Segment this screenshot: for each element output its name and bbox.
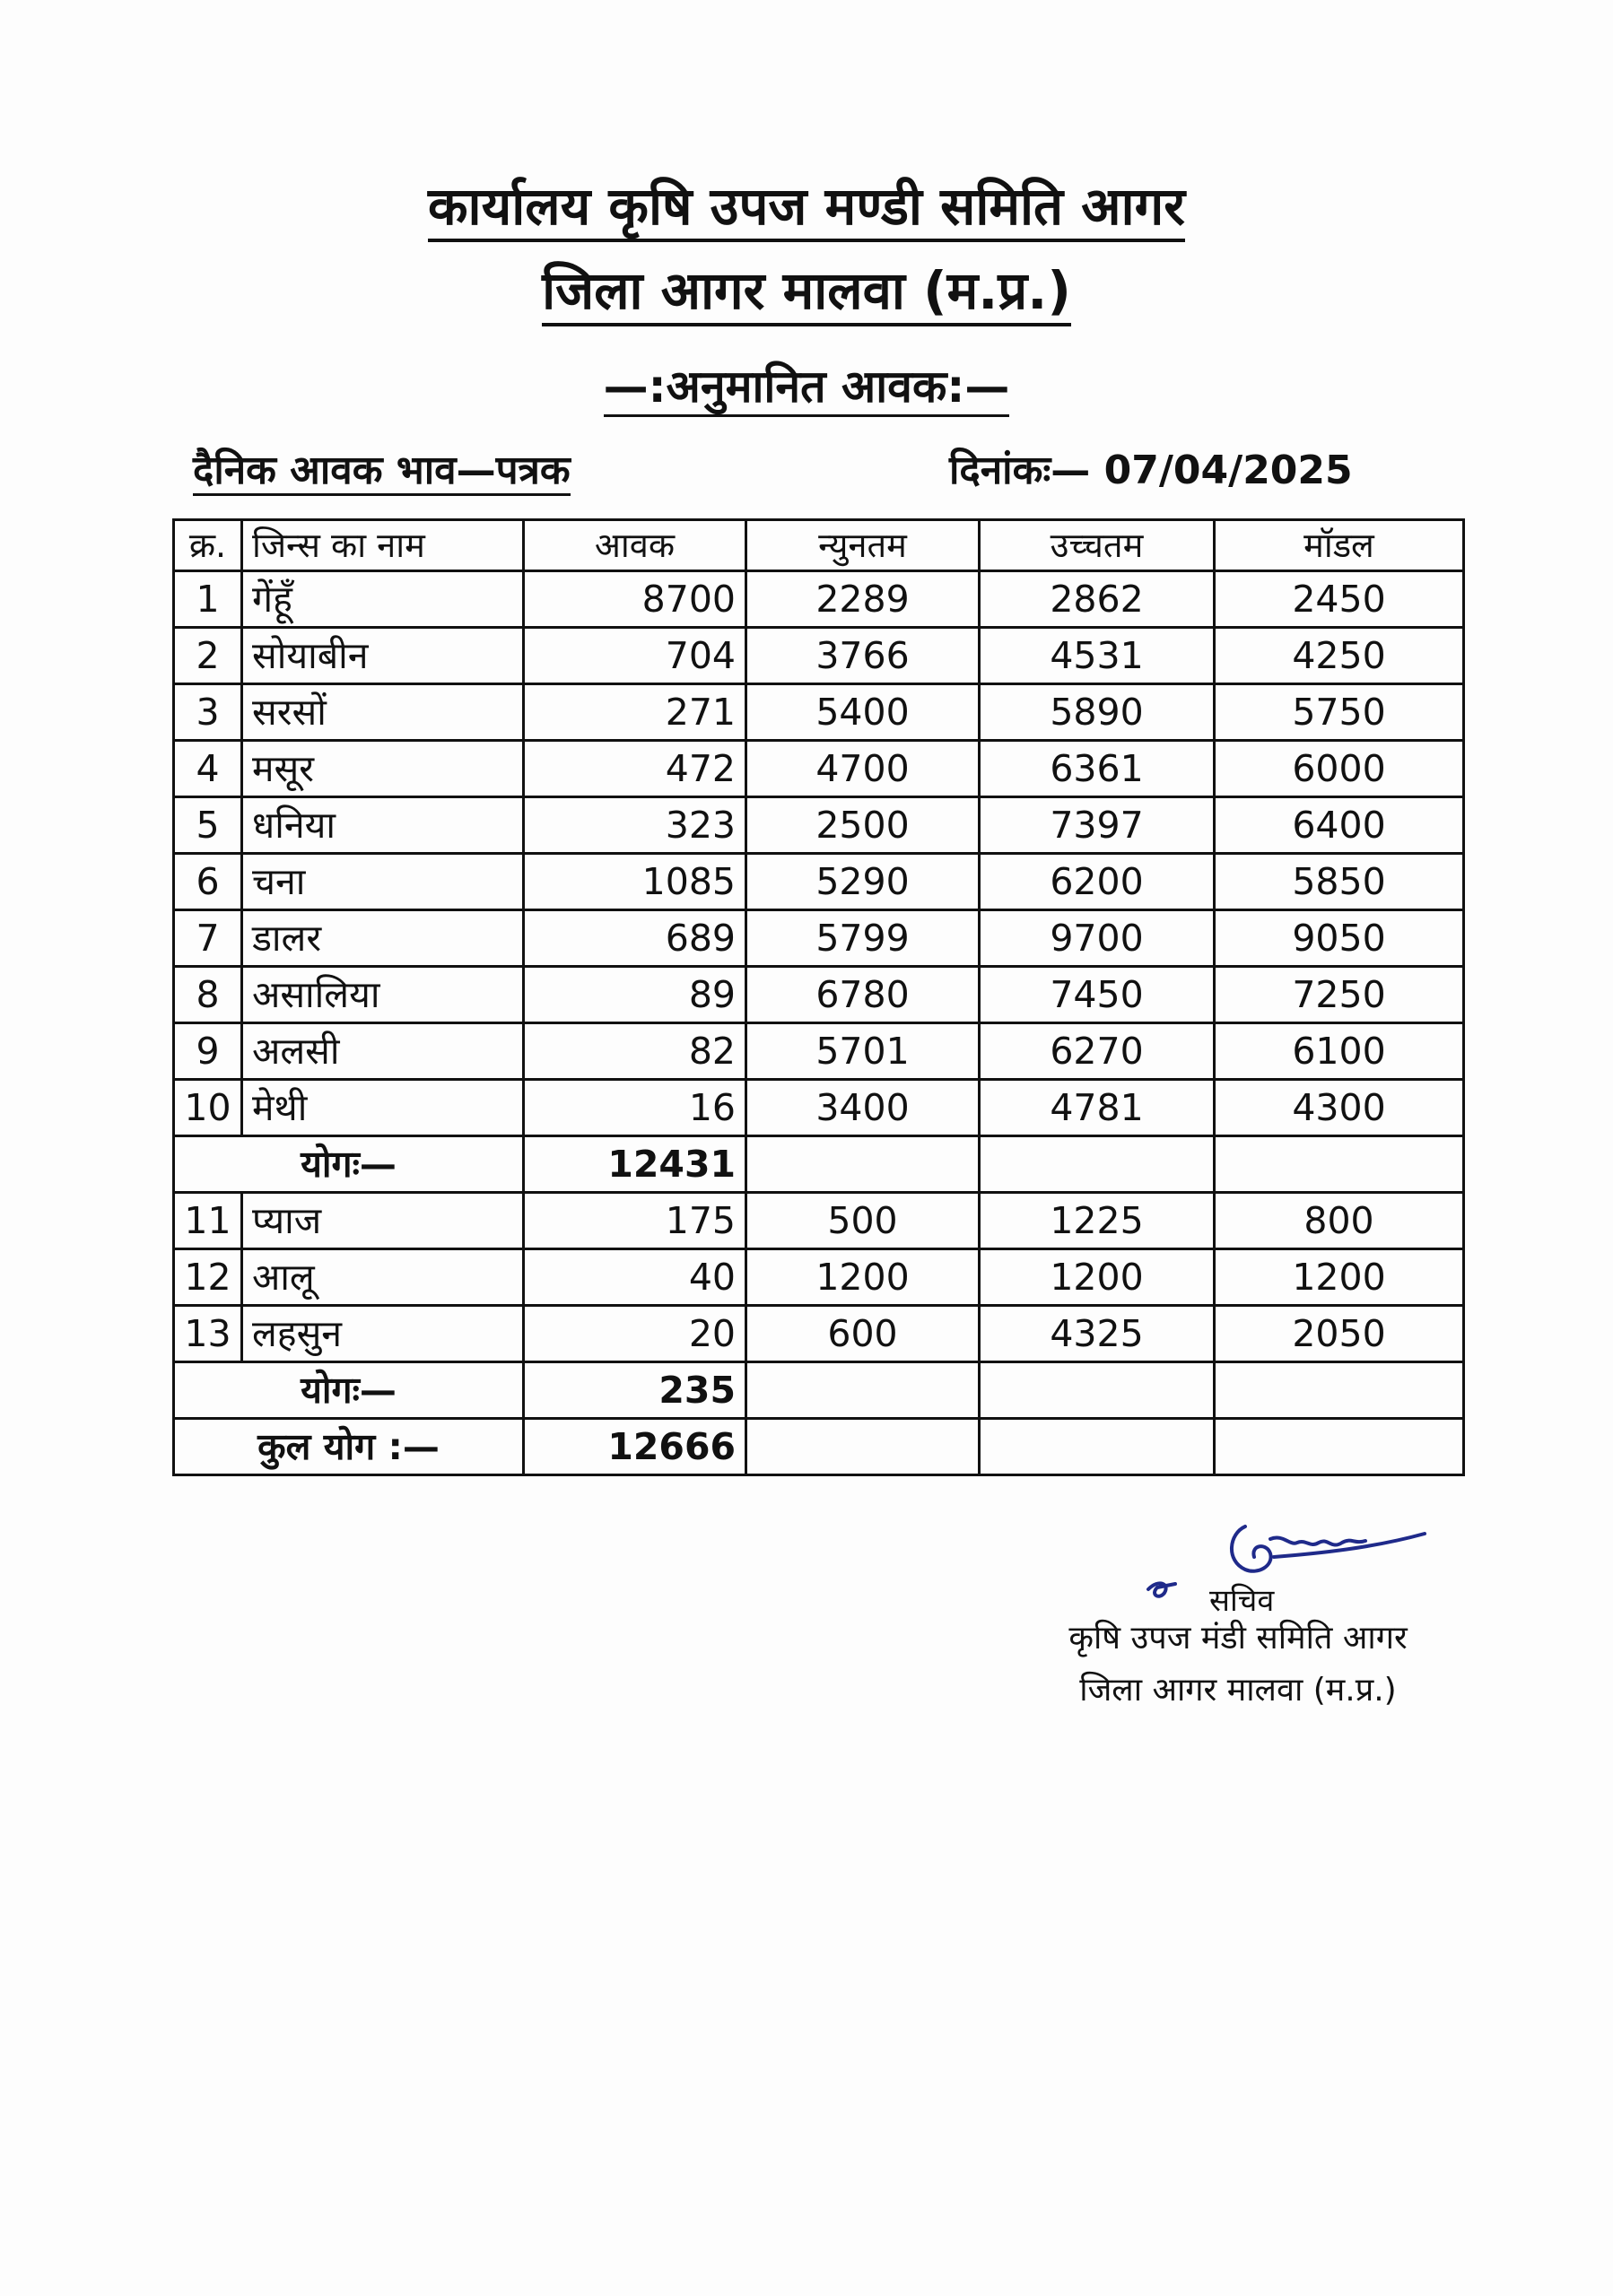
row-max-price: 7450 — [980, 967, 1215, 1023]
row-arrival: 323 — [524, 797, 746, 854]
table-row — [174, 1023, 1464, 1080]
table-row — [174, 910, 1464, 967]
row-max-price: 6270 — [980, 1023, 1215, 1080]
row-min-price: 6780 — [746, 967, 980, 1023]
date-line — [949, 441, 1353, 495]
row-modal-price: 9050 — [1215, 910, 1464, 967]
row-sno: 1 — [174, 571, 242, 628]
date-label: दिनांकः— — [949, 448, 1091, 493]
row-max-price: 4781 — [980, 1080, 1215, 1136]
office-title-text: कार्यालय कृषि उपज मण्डी समिति आगर — [428, 176, 1185, 242]
row-sno: 10 — [174, 1080, 242, 1136]
date-value: 07/04/2025 — [1103, 448, 1353, 493]
row-commodity-name: लहसुन — [242, 1306, 524, 1362]
section-title-text: —:अनुमानित आवक:— — [604, 361, 1010, 417]
row-arrival: 704 — [524, 628, 746, 684]
row-arrival: 689 — [524, 910, 746, 967]
table-row — [174, 571, 1464, 628]
table-row — [174, 628, 1464, 684]
row-min-price: 600 — [746, 1306, 980, 1362]
row-min-price: 2500 — [746, 797, 980, 854]
grand-total-row-empty-cell — [746, 1419, 980, 1475]
row-sno: 7 — [174, 910, 242, 967]
row-arrival: 1085 — [524, 854, 746, 910]
row-modal-price: 4300 — [1215, 1080, 1464, 1136]
row-commodity-name: अलसी — [242, 1023, 524, 1080]
row-modal-price: 800 — [1215, 1193, 1464, 1249]
group2-total-row-value: 235 — [524, 1362, 746, 1419]
row-max-price: 6361 — [980, 741, 1215, 797]
row-modal-price: 6100 — [1215, 1023, 1464, 1080]
group2-total-row-empty-cell — [1215, 1362, 1464, 1419]
row-modal-price: 5850 — [1215, 854, 1464, 910]
row-arrival: 175 — [524, 1193, 746, 1249]
row-sno: 9 — [174, 1023, 242, 1080]
row-arrival: 472 — [524, 741, 746, 797]
row-sno: 13 — [174, 1306, 242, 1362]
row-sno: 11 — [174, 1193, 242, 1249]
row-commodity-name: चना — [242, 854, 524, 910]
group2-total-row — [174, 1362, 1464, 1419]
table-row — [174, 1249, 1464, 1306]
col-header-max: उच्चतम — [980, 520, 1215, 571]
handwritten-signature — [1139, 1507, 1516, 1605]
arrival-price-table — [172, 518, 1465, 1476]
row-commodity-name: आलू — [242, 1249, 524, 1306]
row-min-price: 5400 — [746, 684, 980, 741]
row-arrival: 89 — [524, 967, 746, 1023]
row-sno: 12 — [174, 1249, 242, 1306]
group1-total-row-label: योगः— — [174, 1136, 524, 1193]
row-max-price: 1225 — [980, 1193, 1215, 1249]
row-commodity-name: डालर — [242, 910, 524, 967]
table-header-row — [174, 520, 1464, 571]
row-max-price: 6200 — [980, 854, 1215, 910]
row-commodity-name: मसूर — [242, 741, 524, 797]
sheet-title-text: दैनिक आवक भाव—पत्रक — [193, 448, 571, 496]
row-commodity-name: सोयाबीन — [242, 628, 524, 684]
row-modal-price: 7250 — [1215, 967, 1464, 1023]
row-max-price: 1200 — [980, 1249, 1215, 1306]
row-min-price: 5799 — [746, 910, 980, 967]
row-commodity-name: असालिया — [242, 967, 524, 1023]
row-sno: 5 — [174, 797, 242, 854]
group1-total-row-value: 12431 — [524, 1136, 746, 1193]
group2-total-row-label: योगः— — [174, 1362, 524, 1419]
row-arrival: 40 — [524, 1249, 746, 1306]
row-min-price: 5701 — [746, 1023, 980, 1080]
row-modal-price: 6400 — [1215, 797, 1464, 854]
row-min-price: 3766 — [746, 628, 980, 684]
row-max-price: 7397 — [980, 797, 1215, 854]
table-row — [174, 1306, 1464, 1362]
row-min-price: 3400 — [746, 1080, 980, 1136]
district-title-text: जिला आगर मालवा (म.प्र.) — [542, 260, 1071, 326]
row-commodity-name: सरसों — [242, 684, 524, 741]
row-min-price: 1200 — [746, 1249, 980, 1306]
row-modal-price: 4250 — [1215, 628, 1464, 684]
table-row — [174, 967, 1464, 1023]
row-max-price: 4325 — [980, 1306, 1215, 1362]
table-row — [174, 684, 1464, 741]
table-row — [174, 854, 1464, 910]
row-arrival: 20 — [524, 1306, 746, 1362]
row-modal-price: 1200 — [1215, 1249, 1464, 1306]
section-title — [0, 354, 1613, 415]
row-min-price: 500 — [746, 1193, 980, 1249]
col-header-sno: क्र. — [174, 520, 242, 571]
signature-block — [987, 1507, 1489, 1776]
row-min-price: 2289 — [746, 571, 980, 628]
grand-total-row — [174, 1419, 1464, 1475]
group1-total-row — [174, 1136, 1464, 1193]
row-min-price: 5290 — [746, 854, 980, 910]
row-commodity-name: धनिया — [242, 797, 524, 854]
col-header-commodity: जिन्स का नाम — [242, 520, 524, 571]
row-arrival: 8700 — [524, 571, 746, 628]
row-arrival: 82 — [524, 1023, 746, 1080]
row-sno: 8 — [174, 967, 242, 1023]
col-header-min: न्युनतम — [746, 520, 980, 571]
row-modal-price: 5750 — [1215, 684, 1464, 741]
group1-total-row-empty-cell — [980, 1136, 1215, 1193]
grand-total-row-empty-cell — [1215, 1419, 1464, 1475]
grand-total-row-empty-cell — [980, 1419, 1215, 1475]
row-modal-price: 6000 — [1215, 741, 1464, 797]
row-modal-price: 2050 — [1215, 1306, 1464, 1362]
group2-total-row-empty-cell — [980, 1362, 1215, 1419]
row-sno: 4 — [174, 741, 242, 797]
row-max-price: 2862 — [980, 571, 1215, 628]
table-row — [174, 1080, 1464, 1136]
row-modal-price: 2450 — [1215, 571, 1464, 628]
col-header-arrival: आवक — [524, 520, 746, 571]
row-arrival: 271 — [524, 684, 746, 741]
table-row — [174, 1193, 1464, 1249]
signatory-organization: कृषि उपज मंडी समिति आगर — [1068, 1620, 1408, 1657]
table-row — [174, 741, 1464, 797]
row-commodity-name: प्याज — [242, 1193, 524, 1249]
district-title — [0, 253, 1613, 324]
row-max-price: 9700 — [980, 910, 1215, 967]
grand-total-row-label: कुल योग :— — [174, 1419, 524, 1475]
sheet-title — [193, 441, 571, 495]
row-commodity-name: मेथी — [242, 1080, 524, 1136]
group1-total-row-empty-cell — [746, 1136, 980, 1193]
table-body — [174, 571, 1464, 1475]
group1-total-row-empty-cell — [1215, 1136, 1464, 1193]
row-commodity-name: गेंहूँ — [242, 571, 524, 628]
office-title — [0, 169, 1613, 239]
row-arrival: 16 — [524, 1080, 746, 1136]
row-max-price: 4531 — [980, 628, 1215, 684]
row-max-price: 5890 — [980, 684, 1215, 741]
signatory-district: जिला आगर मालवा (म.प्र.) — [1079, 1672, 1397, 1709]
row-sno: 3 — [174, 684, 242, 741]
grand-total-row-value: 12666 — [524, 1419, 746, 1475]
table-row — [174, 797, 1464, 854]
row-sno: 6 — [174, 854, 242, 910]
row-min-price: 4700 — [746, 741, 980, 797]
col-header-modal: मॉडल — [1215, 520, 1464, 571]
signatory-designation: सचिव — [1209, 1583, 1275, 1619]
row-sno: 2 — [174, 628, 242, 684]
group2-total-row-empty-cell — [746, 1362, 980, 1419]
